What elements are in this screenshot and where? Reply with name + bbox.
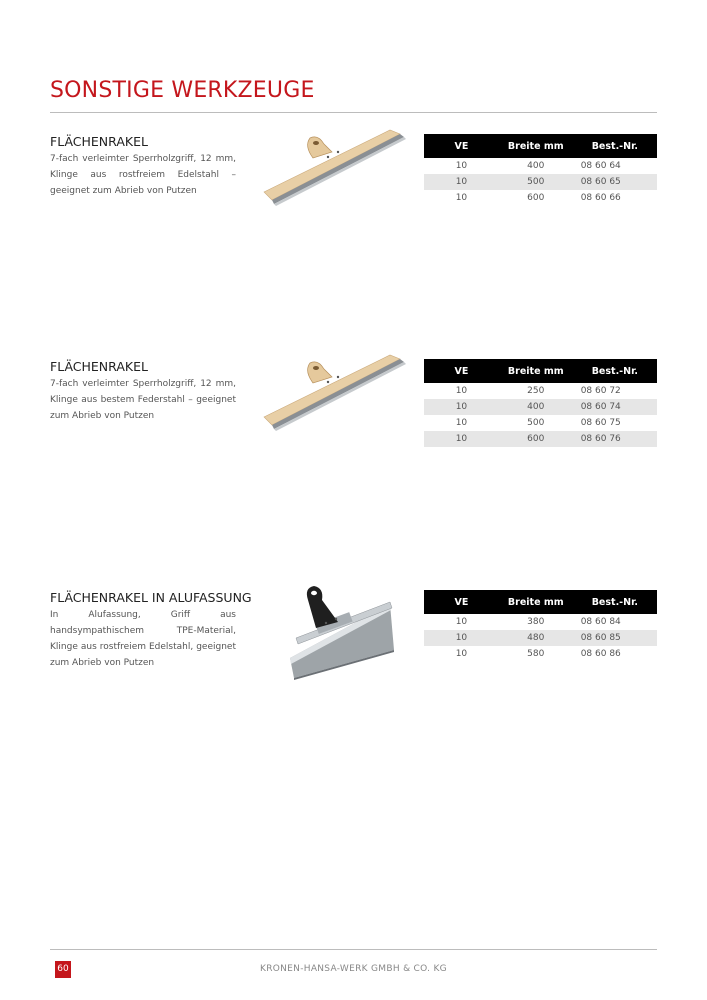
header-best-nr: Best.-Nr. <box>573 134 657 158</box>
cell-best-nr: 08 60 72 <box>580 386 621 396</box>
product-title: FLÄCHENRAKEL <box>50 134 148 149</box>
product-description: In Alufassung, Griff aus handsympathischem TPE-Material, Klinge aus rostfreiem Edelstahl, geeignet zum Abrieb von Putzen <box>50 610 236 668</box>
cell-breite: 600 <box>499 431 573 447</box>
cell-ve: 10 <box>455 386 468 396</box>
footer-rule <box>50 949 657 950</box>
cell-breite: 600 <box>527 193 545 203</box>
table-row <box>424 174 657 190</box>
cell-ve: 10 <box>424 630 499 646</box>
cell-best-nr: 08 60 65 <box>573 174 657 190</box>
table-row <box>424 158 657 174</box>
table-header-row <box>424 359 657 383</box>
cell-breite: 380 <box>527 617 545 627</box>
product-section-1 <box>50 134 657 244</box>
cell-best-nr: 08 60 66 <box>580 193 621 203</box>
cell-breite: 480 <box>499 630 573 646</box>
header-ve: VE <box>424 590 499 614</box>
table-row <box>424 630 657 646</box>
cell-ve: 10 <box>424 399 499 415</box>
cell-ve: 10 <box>455 161 468 171</box>
title-rule <box>50 112 657 113</box>
cell-best-nr: 08 60 74 <box>573 399 657 415</box>
header-breite: Breite mm <box>499 590 573 614</box>
table-row <box>424 614 657 630</box>
cell-ve: 10 <box>455 617 468 627</box>
table-row <box>424 415 657 431</box>
header-best-nr: Best.-Nr. <box>573 590 657 614</box>
cell-ve: 10 <box>424 431 499 447</box>
cell-ve: 10 <box>455 193 468 203</box>
product-title: FLÄCHENRAKEL <box>50 359 148 374</box>
header-best-nr: Best.-Nr. <box>573 359 657 383</box>
cell-ve: 10 <box>455 418 468 428</box>
product-description: 7-fach verleimter Sperrholzgriff, 12 mm, Klinge aus rostfreiem Edelstahl – geeignet zum Abrieb von Putzen <box>50 154 236 196</box>
wooden-handle-trowel-icon <box>258 124 414 224</box>
header-ve: VE <box>424 134 499 158</box>
cell-ve: 10 <box>455 649 468 659</box>
table-header-row <box>424 590 657 614</box>
cell-breite: 500 <box>527 418 545 428</box>
cell-best-nr: 08 60 86 <box>580 649 621 659</box>
footer-company: KRONEN-HANSA-WERK GMBH & CO. KG <box>260 964 447 974</box>
cell-breite: 500 <box>499 174 573 190</box>
product-title: FLÄCHENRAKEL IN ALUFASSUNG <box>50 590 252 605</box>
cell-best-nr: 08 60 84 <box>580 617 621 627</box>
table-row <box>424 190 657 206</box>
table-row <box>424 399 657 415</box>
cell-best-nr: 08 60 75 <box>580 418 621 428</box>
cell-ve: 10 <box>424 174 499 190</box>
cell-breite: 580 <box>527 649 545 659</box>
cell-best-nr: 08 60 76 <box>573 431 657 447</box>
wooden-handle-trowel-icon <box>258 349 414 449</box>
header-breite: Breite mm <box>499 359 573 383</box>
aluminium-frame-trowel-icon <box>258 580 414 680</box>
table-row <box>424 431 657 447</box>
spec-table <box>424 134 657 206</box>
cell-breite: 400 <box>499 399 573 415</box>
header-breite: Breite mm <box>499 134 573 158</box>
spec-table <box>424 359 657 447</box>
product-section-3 <box>50 590 657 700</box>
cell-best-nr: 08 60 85 <box>573 630 657 646</box>
cell-breite: 250 <box>527 386 545 396</box>
header-ve: VE <box>424 359 499 383</box>
page-title: SONSTIGE WERKZEUGE <box>50 78 315 103</box>
spec-table <box>424 590 657 662</box>
product-description: 7-fach verleimter Sperrholzgriff, 12 mm, Klinge aus bestem Federstahl – geeignet zum Abrieb von Putzen <box>50 379 236 421</box>
cell-best-nr: 08 60 64 <box>580 161 621 171</box>
cell-breite: 400 <box>527 161 545 171</box>
table-row <box>424 383 657 399</box>
table-row <box>424 646 657 662</box>
table-header-row <box>424 134 657 158</box>
page-number: 60 <box>55 961 71 978</box>
product-section-2 <box>50 359 657 469</box>
